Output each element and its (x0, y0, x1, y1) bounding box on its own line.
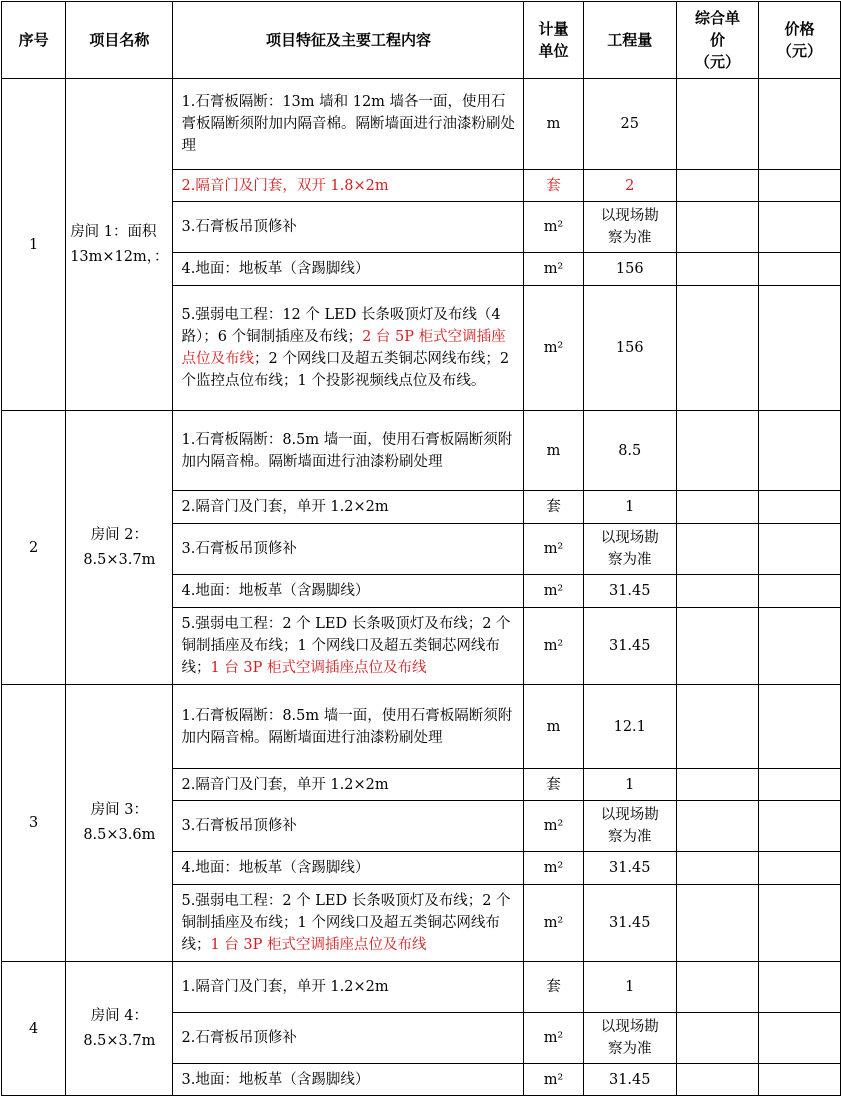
unit-price-cell[interactable] (676, 1013, 758, 1064)
item-unit: m (524, 685, 583, 769)
item-quantity: 1 (583, 491, 676, 524)
item-unit: m² (524, 253, 583, 286)
item-unit: m (524, 79, 583, 170)
description-text: 4.地面：地板革（含踢脚线） (181, 583, 370, 599)
price-cell[interactable] (758, 852, 840, 885)
item-description (173, 769, 524, 801)
header-qty: 工程量 (583, 2, 676, 79)
item-quantity: 31.45 (583, 885, 676, 962)
item-unit: m² (524, 286, 583, 411)
item-quantity: 以现场勘察为准 (583, 524, 676, 575)
item-unit: 套 (524, 962, 583, 1013)
item-description (173, 79, 524, 170)
item-quantity: 12.1 (583, 685, 676, 769)
item-description (173, 1064, 524, 1096)
description-text: 3.石膏板吊顶修补 (181, 219, 297, 235)
item-description (173, 852, 524, 885)
item-quantity: 2 (583, 170, 676, 202)
description-text: 2.隔音门及门套，单开 1.2×2m (181, 776, 389, 793)
unit-price-cell[interactable] (676, 962, 758, 1013)
item-unit: m² (524, 608, 583, 685)
room-name: 房间 4：8.5×3.7m (66, 962, 173, 1096)
item-quantity: 31.45 (583, 575, 676, 608)
room-seq: 1 (2, 79, 66, 411)
highlighted-text: 1 台 3P 柜式空调插座点位及布线 (210, 937, 427, 953)
unit-price-cell[interactable] (676, 253, 758, 286)
table-row (2, 962, 841, 1013)
room-seq: 2 (2, 411, 66, 685)
room-name: 房间 1：面积 13m×12m，： (66, 79, 173, 411)
item-description (173, 491, 524, 524)
item-quantity: 1 (583, 769, 676, 801)
item-description (173, 524, 524, 575)
table-row (2, 79, 841, 170)
price-cell[interactable] (758, 885, 840, 962)
item-unit: m² (524, 1013, 583, 1064)
description-text: 2.石膏板吊顶修补 (181, 1030, 297, 1046)
unit-price-cell[interactable] (676, 202, 758, 253)
item-unit: 套 (524, 769, 583, 801)
item-quantity: 以现场勘察为准 (583, 1013, 676, 1064)
item-unit: m² (524, 575, 583, 608)
table-body (2, 79, 841, 1096)
item-unit: m (524, 411, 583, 491)
price-cell[interactable] (758, 575, 840, 608)
room-seq: 4 (2, 962, 66, 1096)
item-unit: m² (524, 801, 583, 852)
item-quantity: 156 (583, 286, 676, 411)
item-description (173, 685, 524, 769)
item-description (173, 962, 524, 1013)
item-description (173, 885, 524, 962)
description-text: 3.石膏板吊顶修补 (181, 541, 297, 557)
description-text: 4.地面：地板革（含踢脚线） (181, 860, 370, 876)
description-text: 1.石膏板隔断：8.5m 墙一面，使用石膏板隔断须附加内隔音棉。隔断墙面进行油漆粉刷处理 (181, 431, 513, 470)
item-description (173, 286, 524, 411)
unit-price-cell[interactable] (676, 575, 758, 608)
unit-price-cell[interactable] (676, 1064, 758, 1096)
highlighted-text: 2 台 5P 柜式空调插座点位及布线 (181, 329, 506, 367)
item-unit: 套 (524, 491, 583, 524)
price-cell[interactable] (758, 801, 840, 852)
unit-price-cell[interactable] (676, 170, 758, 202)
unit-price-cell[interactable] (676, 885, 758, 962)
item-quantity: 31.45 (583, 608, 676, 685)
description-text: 2.隔音门及门套，单开 1.2×2m (181, 499, 389, 515)
unit-price-cell[interactable] (676, 286, 758, 411)
item-description (173, 170, 524, 202)
price-cell[interactable] (758, 685, 840, 769)
item-unit: m² (524, 524, 583, 575)
header-seq: 序号 (2, 2, 66, 79)
item-description (173, 801, 524, 852)
table-row (2, 411, 841, 491)
table-row (2, 685, 841, 769)
item-unit: m² (524, 1064, 583, 1096)
header-price: 价格（元） (758, 2, 840, 79)
price-cell[interactable] (758, 411, 840, 491)
price-cell[interactable] (758, 524, 840, 575)
highlighted-text: 1 台 3P 柜式空调插座点位及布线 (210, 660, 427, 676)
description-text: 5.强弱电工程：12 个 LED 长条吸顶灯及布线（4 路）；6 个铜制插座及布线； (181, 307, 501, 345)
unit-price-cell[interactable] (676, 852, 758, 885)
item-unit: m² (524, 885, 583, 962)
price-cell[interactable] (758, 769, 840, 801)
room-name: 房间 3：8.5×3.6m (66, 685, 173, 962)
item-description (173, 411, 524, 491)
unit-price-cell[interactable] (676, 685, 758, 769)
highlighted-text: 2.隔音门及门套，双开 1.8×2m (181, 177, 389, 194)
item-quantity: 31.45 (583, 852, 676, 885)
item-quantity: 以现场勘察为准 (583, 801, 676, 852)
item-quantity: 8.5 (583, 411, 676, 491)
description-text: 3.石膏板吊顶修补 (181, 818, 297, 834)
item-quantity: 1 (583, 962, 676, 1013)
unit-price-cell[interactable] (676, 608, 758, 685)
price-cell[interactable] (758, 202, 840, 253)
unit-price-cell[interactable] (676, 411, 758, 491)
unit-price-cell[interactable] (676, 524, 758, 575)
price-cell[interactable] (758, 286, 840, 411)
item-description (173, 575, 524, 608)
item-quantity: 25 (583, 79, 676, 170)
header-name: 项目名称 (66, 2, 173, 79)
item-quantity: 31.45 (583, 1064, 676, 1096)
price-cell[interactable] (758, 253, 840, 286)
item-unit: m² (524, 202, 583, 253)
quotation-table (1, 1, 841, 1096)
unit-price-cell[interactable] (676, 79, 758, 170)
price-cell[interactable] (758, 608, 840, 685)
description-text: 5.强弱电工程：2 个 LED 长条吸顶灯及布线；2 个铜制插座及布线；1 个网线口及超五类铜芯网线布线； (181, 893, 511, 953)
unit-price-cell[interactable] (676, 491, 758, 524)
price-cell[interactable] (758, 1013, 840, 1064)
item-description (173, 608, 524, 685)
item-description (173, 202, 524, 253)
price-cell[interactable] (758, 79, 840, 170)
price-cell[interactable] (758, 491, 840, 524)
header-row (2, 2, 841, 79)
header-content: 项目特征及主要工程内容 (173, 2, 524, 79)
description-text: 5.强弱电工程：2 个 LED 长条吸顶灯及布线；2 个铜制插座及布线；1 个网线口及超五类铜芯网线布线； (181, 616, 511, 676)
description-text: 1.石膏板隔断：13m 墙和 12m 墙各一面，使用石膏板隔断须附加内隔音棉。隔断墙面进行油漆粉刷处理 (181, 94, 515, 154)
item-unit: 套 (524, 170, 583, 202)
item-quantity: 以现场勘察为准 (583, 202, 676, 253)
description-text: ；2 个网线口及超五类铜芯网线布线；2 个监控点位布线；1 个投影视频线点位及布线。 (181, 351, 510, 389)
item-quantity: 156 (583, 253, 676, 286)
item-unit: m² (524, 852, 583, 885)
unit-price-cell[interactable] (676, 801, 758, 852)
item-description (173, 1013, 524, 1064)
header-unit: 计量单位 (524, 2, 583, 79)
header-unit-price: 综合单价（元） (676, 2, 758, 79)
price-cell[interactable] (758, 962, 840, 1013)
room-name: 房间 2：8.5×3.7m (66, 411, 173, 685)
unit-price-cell[interactable] (676, 769, 758, 801)
price-cell[interactable] (758, 1064, 840, 1096)
item-description (173, 253, 524, 286)
description-text: 4.地面：地板革（含踢脚线） (181, 261, 370, 277)
description-text: 1.石膏板隔断：8.5m 墙一面，使用石膏板隔断须附加内隔音棉。隔断墙面进行油漆粉刷处理 (181, 707, 513, 746)
description-text: 1.隔音门及门套，单开 1.2×2m (181, 979, 389, 995)
room-seq: 3 (2, 685, 66, 962)
description-text: 3.地面：地板革（含踢脚线） (181, 1071, 370, 1088)
price-cell[interactable] (758, 170, 840, 202)
